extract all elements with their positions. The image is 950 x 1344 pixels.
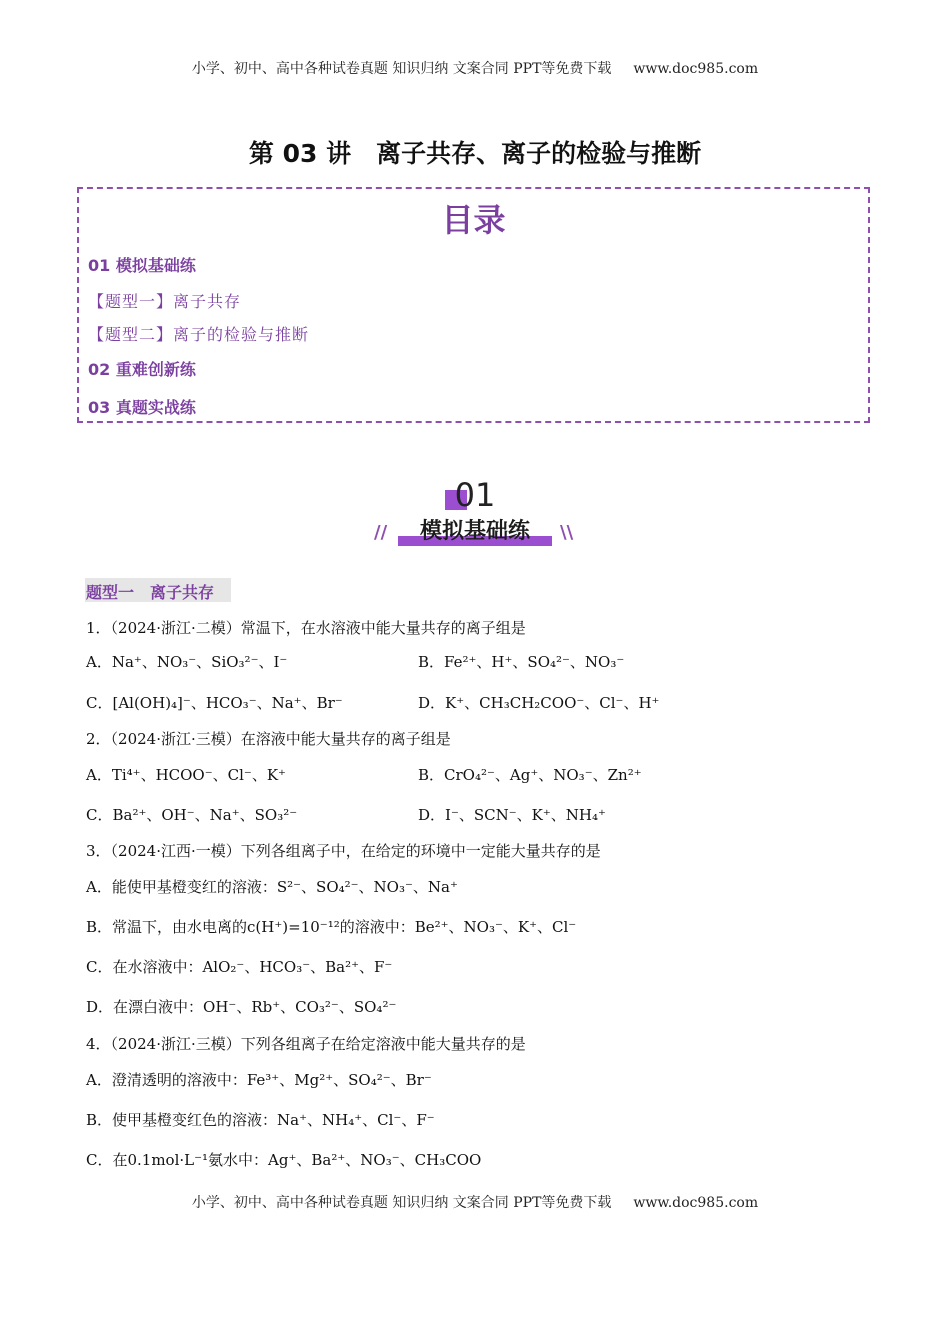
- question-3-option-b[interactable]: B．常温下，由水电离的c(H⁺)=10⁻¹²的溶液中：Be²⁺、NO₃⁻、K⁺、Cl⁻: [86, 918, 577, 936]
- banner-number: 01: [454, 476, 496, 514]
- toc-item-03[interactable]: 03 真题实战练: [88, 398, 196, 417]
- toc-heading: 目录: [441, 201, 506, 239]
- question-2-option-b[interactable]: B．CrO₄²⁻、Ag⁺、NO₃⁻、Zn²⁺: [418, 766, 642, 784]
- header-url[interactable]: www.doc985.com: [633, 61, 759, 77]
- question-4-stem: 4．（2024·浙江·三模）下列各组离子在给定溶液中能大量共存的是: [86, 1035, 526, 1053]
- section-heading: 题型一 离子共存: [86, 583, 215, 602]
- toc-item-01[interactable]: 01 模拟基础练: [88, 256, 196, 275]
- footer-url[interactable]: www.doc985.com: [633, 1195, 759, 1211]
- footer-text: 小学、初中、高中各种试卷真题 知识归纳 文案合同 PPT等免费下载: [191, 1195, 612, 1211]
- page-header: [0, 58, 950, 78]
- question-3-option-a[interactable]: A．能使甲基橙变红的溶液：S²⁻、SO₄²⁻、NO₃⁻、Na⁺: [86, 878, 458, 896]
- question-3-option-c[interactable]: C．在水溶液中：AlO₂⁻、HCO₃⁻、Ba²⁺、F⁻: [86, 958, 393, 976]
- question-1-option-c[interactable]: C．[Al(OH)₄]⁻、HCO₃⁻、Na⁺、Br⁻: [86, 694, 343, 712]
- question-1-stem: 1．（2024·浙江·二模）常温下，在水溶液中能大量共存的离子组是: [86, 619, 526, 637]
- question-2-option-d[interactable]: D．I⁻、SCN⁻、K⁺、NH₄⁺: [418, 806, 606, 824]
- table-of-contents: [77, 187, 870, 423]
- question-3-stem: 3．（2024·江西·一模）下列各组离子中，在给定的环境中一定能大量共存的是: [86, 842, 601, 860]
- header-text: 小学、初中、高中各种试卷真题 知识归纳 文案合同 PPT等免费下载: [191, 61, 612, 77]
- question-3-option-d[interactable]: D．在漂白液中：OH⁻、Rb⁺、CO₃²⁻、SO₄²⁻: [86, 998, 397, 1016]
- question-1-option-d[interactable]: D．K⁺、CH₃CH₂COO⁻、Cl⁻、H⁺: [418, 694, 660, 712]
- right-slash-icon: \\: [560, 522, 574, 543]
- left-slash-icon: //: [374, 522, 388, 543]
- toc-item-type2[interactable]: 【题型二】离子的检验与推断: [88, 325, 310, 344]
- toc-item-type1[interactable]: 【题型一】离子共存: [88, 292, 242, 311]
- banner-label: 模拟基础练: [419, 519, 530, 544]
- question-2-option-c[interactable]: C．Ba²⁺、OH⁻、Na⁺、SO₃²⁻: [86, 806, 298, 824]
- question-2-option-a[interactable]: A．Ti⁴⁺、HCOO⁻、Cl⁻、K⁺: [86, 766, 286, 784]
- section-banner: [374, 476, 574, 552]
- question-1-option-b[interactable]: B．Fe²⁺、H⁺、SO₄²⁻、NO₃⁻: [418, 653, 625, 671]
- question-4-option-b[interactable]: B．使甲基橙变红色的溶液：Na⁺、NH₄⁺、Cl⁻、F⁻: [86, 1111, 435, 1129]
- toc-item-02[interactable]: 02 重难创新练: [88, 360, 196, 379]
- question-1-option-a[interactable]: A．Na⁺、NO₃⁻、SiO₃²⁻、I⁻: [86, 653, 288, 671]
- page-title: 第 03 讲 离子共存、离子的检验与推断: [248, 139, 702, 168]
- question-4-option-c[interactable]: C．在0.1mol·L⁻¹氨水中：Ag⁺、Ba²⁺、NO₃⁻、CH₃COO: [86, 1151, 482, 1169]
- question-4-option-a[interactable]: A．澄清透明的溶液中：Fe³⁺、Mg²⁺、SO₄²⁻、Br⁻: [86, 1071, 432, 1089]
- question-2-stem: 2．（2024·浙江·三模）在溶液中能大量共存的离子组是: [86, 730, 451, 748]
- page-footer: [0, 1192, 950, 1212]
